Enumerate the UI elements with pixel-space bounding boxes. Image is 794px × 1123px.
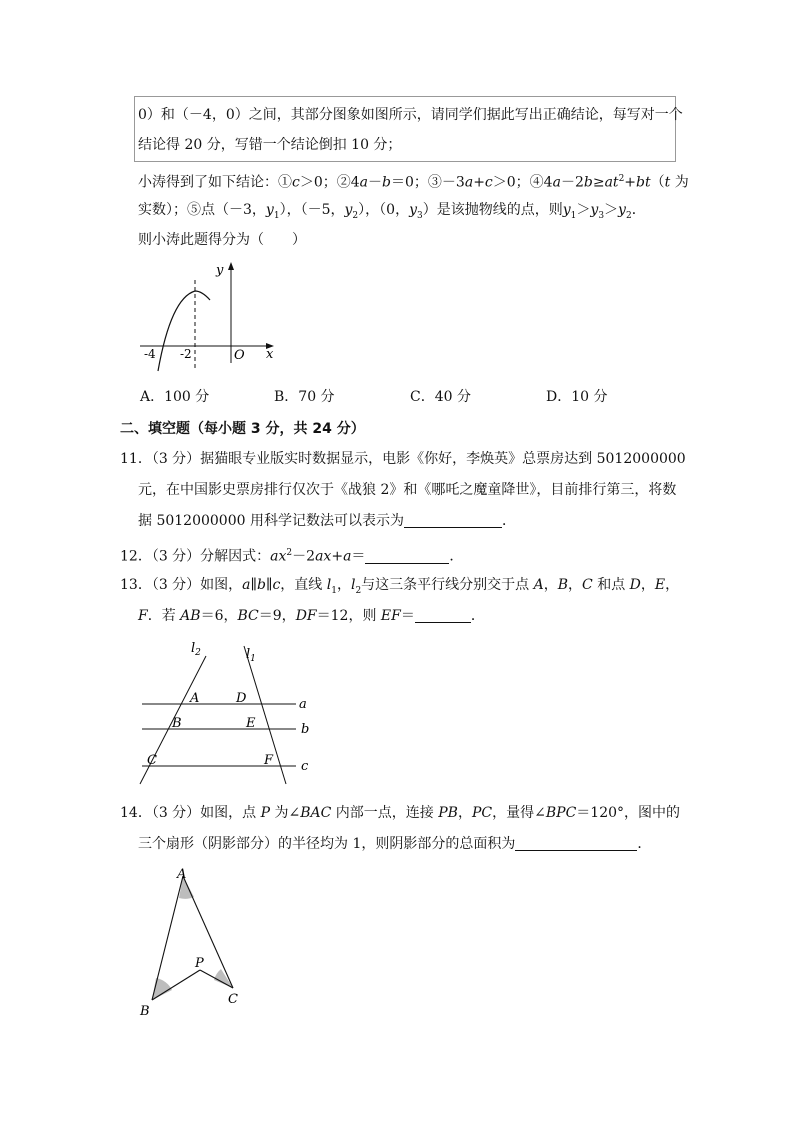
section-heading: 二、填空题（每小题 3 分，共 24 分） — [120, 421, 365, 437]
sector-C — [214, 969, 233, 988]
label-P: P — [195, 956, 204, 971]
label-A: A — [190, 691, 200, 706]
segment-AC — [183, 876, 233, 988]
x-axis — [140, 343, 274, 349]
label-C: C — [228, 992, 238, 1007]
choice-a[interactable]: A．100 分 — [140, 389, 210, 405]
graph-origin-label: O — [234, 348, 245, 363]
q11-line-2: 元，在中国影史票房排行仅次于《战狼 2》和《哪吒之魔童降世》，目前排行第三，将数 — [138, 482, 677, 498]
parabola-graph — [138, 258, 288, 378]
segment-AB — [152, 876, 183, 1000]
q12-line: 12．（3 分）分解因式：$ax^2-2ax+a=$ ． — [120, 548, 464, 565]
q11-answer-blank[interactable] — [404, 511, 502, 528]
label-b: b — [301, 722, 310, 737]
choice-b[interactable]: B．70 分 — [274, 389, 335, 405]
box-line-2: 结论得 20 分，写错一个结论倒扣 10 分； — [138, 137, 402, 153]
label-A: A — [177, 867, 187, 882]
q11-line-1: 11．（3 分）据猫眼专业版实时数据显示，电影《你好，李焕英》总票房达到 5012000000 — [120, 451, 686, 467]
label-F: F — [264, 753, 274, 768]
q10-line-1: 小涛得到了如下结论：①c＞0；②4a－b＝0；③－3a+c＞0；$④4a-2b\ge at^2+bt(t$ 为 — [138, 174, 689, 191]
q14-answer-blank[interactable] — [515, 834, 637, 851]
graph-y-label: y — [216, 263, 224, 278]
label-E: E — [246, 716, 256, 731]
label-c: c — [301, 759, 309, 774]
q10-line-3: 则小涛此题得分为（ ） — [138, 232, 306, 248]
label-B: B — [140, 1004, 150, 1019]
q14-line-1: 14．（3 分）如图，点 P 为∠BAC 内部一点，连接 PB，PC，量得∠BPC＝120°，图中的 — [120, 805, 681, 821]
choice-c[interactable]: C．40 分 — [410, 389, 471, 405]
label-C: C — [147, 753, 157, 768]
label-D: D — [236, 691, 247, 706]
label-l2: $l_2$ — [191, 641, 201, 658]
segment-PC — [200, 970, 233, 988]
box-line-1: 0）和（－4，0）之间，其部分图象如图所示，请同学们据此写出正确结论，每写对一个 — [138, 107, 683, 123]
q12-answer-blank[interactable] — [365, 547, 449, 564]
label-l1: $l_1$ — [246, 647, 256, 664]
q13-line-1: 13．（3 分）如图，a∥b∥c，直线 $l_1$，$l_2$与这三条平行线分别交于点 A，B，C 和点 D，E， — [120, 577, 680, 596]
q13-answer-blank[interactable] — [415, 606, 471, 623]
parallel-lines-figure — [138, 636, 328, 788]
q10-line-2: 实数）；⑤点（－3，$y_1$），（－5，$y_2$），（0，$y_3$）是该抛物线的点，则$y_1>y_3>y_2$． — [138, 202, 646, 221]
choice-d[interactable]: D．10 分 — [546, 389, 608, 405]
graph-tick-neg2: -2 — [180, 347, 192, 361]
graph-x-label: x — [266, 347, 274, 362]
label-a: a — [299, 697, 307, 712]
q14-line-2: 三个扇形（阴影部分）的半径均为 1，则阴影部分的总面积为 ． — [138, 836, 652, 852]
q13-line-2: F．若 AB＝6，BC＝9，DF＝12，则 EF＝ ． — [138, 608, 485, 624]
sector-figure — [136, 864, 256, 1024]
graph-tick-neg4: -4 — [144, 347, 156, 361]
label-B: B — [172, 716, 182, 731]
q11-line-3: 据 5012000000 用科学记数法可以表示为 ． — [138, 513, 516, 529]
